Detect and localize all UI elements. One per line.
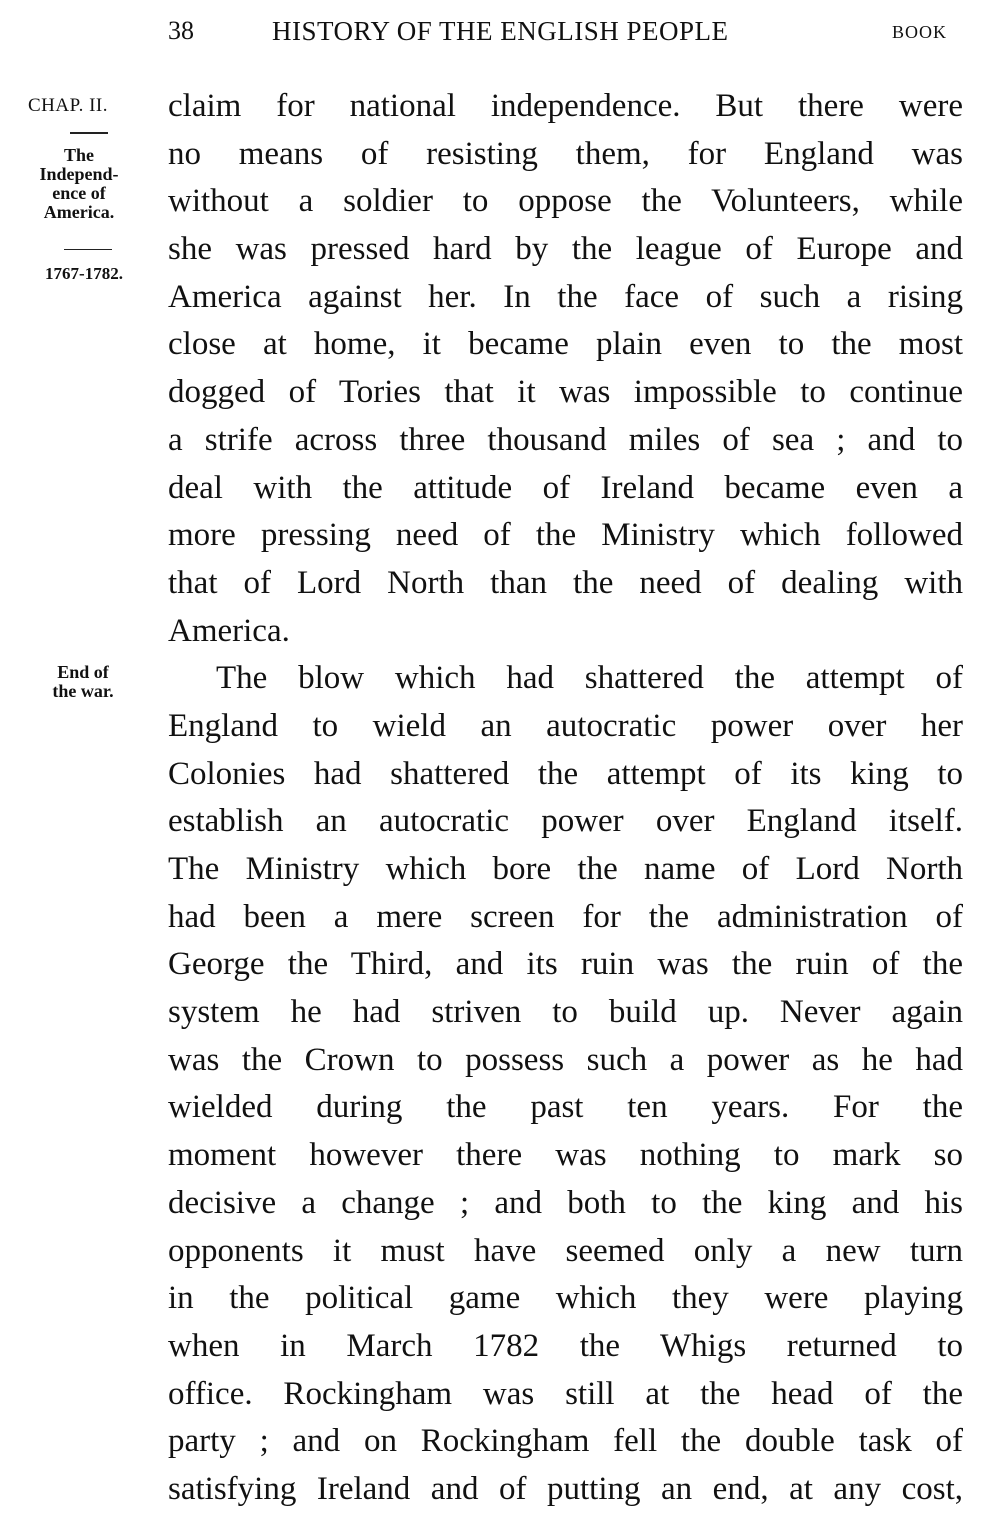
text-line: close at home, it became plain even to the most [168, 326, 963, 363]
sidenote-chapter: CHAP. II. [28, 95, 108, 116]
text-line: claim for national independence. But there were [168, 88, 963, 124]
text-line: a strife across three thousand miles of sea ; and to [168, 421, 963, 458]
sidenote-topic-independence [24, 146, 134, 222]
page-header [0, 12, 1000, 52]
sidenote-line: Independ- [39, 164, 119, 184]
sidenote-line: ence of [52, 183, 106, 203]
book-label: BOOK [892, 22, 948, 42]
text-line: opponents it must have seemed only a new turn [168, 1232, 963, 1269]
sidenote-topic-end-of-war [28, 663, 138, 701]
text-line: Colonies had shattered the attempt of its king to [168, 755, 963, 792]
text-line: America against her. In the face of such a rising [168, 278, 963, 315]
text-line: no means of resisting them, for England was [168, 135, 963, 172]
text-line: that of Lord North than the need of dealing with [168, 564, 963, 601]
sidenote-line: The [63, 145, 94, 165]
text-line: system he had striven to build up. Never again [168, 994, 963, 1031]
page-number: 38 [168, 16, 194, 45]
text-line: England to wield an autocratic power over her [168, 707, 963, 744]
text-line: party ; and on Rockingham fell the double task of [168, 1423, 963, 1460]
text-line: office. Rockingham was still at the head of the [168, 1375, 963, 1412]
text-line: deal with the attitude of Ireland became even a [168, 469, 963, 506]
sidenote-line: End of [57, 662, 109, 682]
text-line: The Ministry which bore the name of Lord North [168, 851, 963, 887]
text-line: George the Third, and its ruin was the ruin of the [168, 946, 963, 983]
text-line: satisfying Ireland and of putting an end, at any cost, [168, 1470, 963, 1507]
text-line: when in March 1782 the Whigs returned to [168, 1327, 963, 1364]
sidenote-divider [64, 249, 112, 250]
paragraph-first-line: The blow which had shattered the attempt of [216, 660, 963, 697]
text-line: was the Crown to possess such a power as he had [168, 1041, 963, 1078]
sidenote-dates: 1767-1782. [45, 264, 123, 283]
text-line: more pressing need of the Ministry which followed [168, 517, 963, 554]
sidenote-line: the war. [52, 681, 114, 701]
text-line: moment however there was nothing to mark so [168, 1137, 963, 1174]
text-line: without a soldier to oppose the Volunteers, while [168, 183, 963, 220]
text-line: had been a mere screen for the administration of [168, 898, 963, 935]
text-line: establish an autocratic power over England itself. [168, 803, 963, 840]
text-line: decisive a change ; and both to the king and his [168, 1184, 963, 1221]
text-line: in the political game which they were playing [168, 1280, 963, 1317]
running-title: HISTORY OF THE ENGLISH PEOPLE [272, 16, 729, 46]
sidenote-line: America. [43, 202, 115, 222]
text-line: she was pressed hard by the league of Europe and [168, 231, 963, 268]
body-text [168, 83, 963, 1514]
text-line: wielded during the past ten years. For the [168, 1089, 963, 1126]
sidenote-divider [70, 132, 108, 134]
text-line: dogged of Tories that it was impossible to continue [168, 374, 963, 411]
text-line: America. [168, 612, 290, 649]
